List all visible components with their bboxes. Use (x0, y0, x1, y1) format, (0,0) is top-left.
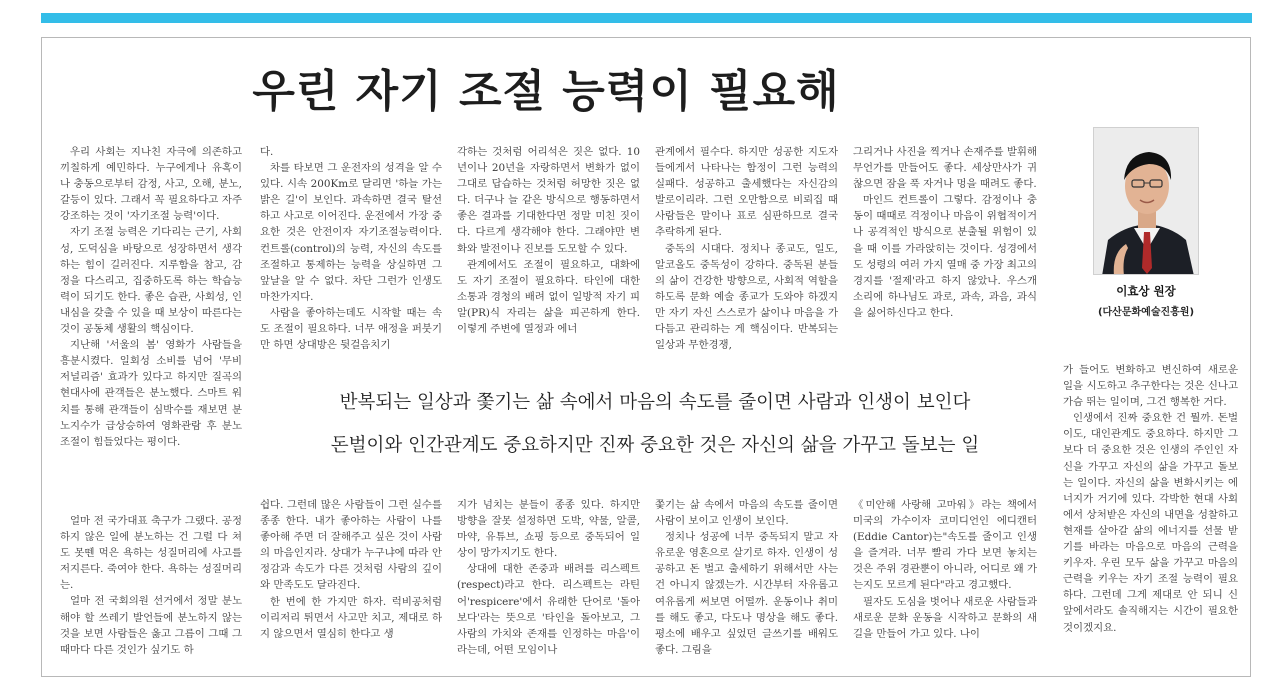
paragraph: 가 들어도 변화하고 변신하여 새로운 일을 시도하고 추구한다는 것은 신나고 가슴 뛰는 일이며, 그건 행복한 거다. (1063, 364, 1238, 409)
paragraph: 상대에 대한 존중과 배려를 리스펙트(respect)라고 한다. 리스펙트는 라틴어'respicere'에서 유래한 단어로 '돌아보다'라는 뜻으로 '타인을 돌아보고, 그 사람의 가치와 존재를 인정하는 마음'이라는데, 어떤 모임이나 (457, 563, 640, 656)
paragraph: 얼마 전 국가대표 축구가 그랬다. 공정하지 않은 일에 분노하는 건 그럴 다 쳐도 못뗀 먹은 욕하는 성질머리에 사고를 저지른다. 죽여야 한다. 욕하는 성질머리는. (60, 515, 242, 592)
top-accent-bar (41, 13, 1252, 23)
author-organization: (다산문화예술진흥원) (1097, 307, 1195, 318)
column-5-bottom (853, 497, 1037, 642)
paragraph: 쫓기는 삶 속에서 마음의 속도를 줄이면 사람이 보이고 인생이 보인다. (655, 499, 838, 528)
paragraph: 정치나 성공에 너무 중독되지 말고 자유로운 영혼으로 살기로 하자. 인생이 성공하고 돈 벌고 출세하기 위해서만 사는 건 아니지 않겠는가. 시간부터 자유롭고 여유롭게 써보면 어떨까. 운동이나 취미를 해도 좋고, 다도나 명상을 해도 좋다. 평소에 배우고 싶었던 글쓰기를 배워도 좋다. 그림을 (655, 531, 838, 656)
column-4-top (655, 144, 838, 353)
column-6 (1063, 362, 1238, 636)
pull-quote-1: 반복되는 일상과 쫓기는 삶 속에서 마음의 속도를 줄이면 사람과 인생이 보인다 (339, 392, 971, 413)
paragraph: 필자도 도심을 벗어나 새로운 사람들과 새로운 문화 운동을 시작하고 문화의 새 길을 만들어 가고 있다. 나이 (853, 595, 1037, 640)
column-5-top (853, 144, 1037, 321)
paragraph: 한 번에 한 가지만 하자. 럭비공처럼 이리저리 튀면서 사고만 치고, 제대로 하지 않으면서 열심히 한다고 생 (260, 595, 442, 640)
column-1-top (60, 144, 242, 450)
author-photo (1093, 127, 1199, 275)
paragraph: 관계에서 필수다. 하지만 성공한 지도자들에게서 나타나는 함정이 그런 능력의 실패다. 성공하고 출세했다는 자신감의 발로이리라. 그런 오만함으로 비뢰집 때 사람들은 말이나 표로 심판하므로 결국 추락하게 된다. (655, 146, 838, 239)
paragraph: 그리거나 사진을 찍거나 손재주를 발휘해 무언가를 만들어도 좋다. 세상만사가 귀찮으면 잠을 푹 자거나 멍을 때려도 좋다. (853, 146, 1037, 191)
article-headline: 우린 자기 조절 능력이 필요해 (252, 66, 840, 117)
column-2-top (260, 144, 442, 353)
paragraph: 사람을 좋아하는데도 시작할 때는 속도 조절이 필요하다. 너무 애정을 퍼붓기만 하면 상대방은 뒷걸음치기 (260, 306, 442, 352)
author-name: 이효상 원장 (1116, 284, 1176, 298)
paragraph: 다. (260, 146, 274, 158)
paragraph: 자기 조절 능력은 기다리는 근기, 사회성, 도덕심을 바탕으로 성장하면서 생각하는 힘이 길러진다. 지루함을 참고, 감정을 다스리고, 집중하도록 하는 학습능력이 되기도 한다. 좋은 습관, 사회성, 인내심을 갖출 수 있을 때 보상이 따른다는 것이 공동체 생활의 핵심이다. (60, 226, 242, 336)
paragraph: 각하는 것처럼 어리석은 짓은 없다. 10년이나 20년을 자랑하면서 변화가 없이 그대로 답습하는 것처럼 허망한 짓은 없다. 더구나 늘 같은 방식으로 행동하면서 좋은 결과를 기대한다면 정말 미친 짓이다. 다르게 생각해야 한다. 그래야만 변화와 발전이나 진보를 도모할 수 있다. (457, 146, 640, 255)
paragraph: 중독의 시대다. 정치나 종교도, 일도, 알코올도 중독성이 강하다. 중독된 분들의 삶이 건강한 방향으로, 사회적 역할을 하도록 문화 예술 종교가 도와야 하겠지만 자기 자신 스스로가 삶이나 마음을 가다듬고 관리하는 게 핵심이다. 반복되는 일상과 무한경쟁, (655, 242, 838, 352)
author-portrait-icon (1094, 128, 1199, 275)
column-1-bottom (60, 513, 242, 658)
column-4-bottom (655, 497, 838, 658)
pull-quote-2: 돈벌이와 인간관계도 중요하지만 진짜 중요한 것은 자신의 삶을 가꾸고 돌보는 일 (330, 435, 980, 456)
paragraph: 차를 타보면 그 운전자의 성격을 알 수 있다. 시속 200Km로 달리면 '하늘 가는 밝은 길'이 보인다. 과속하면 결국 탈선하고 사고로 이어진다. 운전에서 가장 중요한 것은 안전이자 자기조절능력이다. 컨트롤(control)의 능력, 자신의 속도를 조절하고 통제하는 능력을 상실하면 그 앞날을 알 수 없다. 차단 그런가 인생도 마찬가지다. (260, 162, 442, 303)
column-3-bottom (457, 497, 640, 658)
paragraph: 얼마 전 국회의원 선거에서 정말 분노해야 할 쓰레기 발언들에 분노하지 않는 것을 보면 사람들은 옳고 그름이 그때 그때마다 다른 것인가 싶기도 하 (60, 595, 242, 656)
paragraph: 《미안해 사랑해 고마워》라는 책에서 미국의 가수이자 코미디언인 에디캔터(Eddie Cantor)는"속도를 줄이고 인생을 즐겨라. 너무 빨리 가다 보면 놓치는 것은 주위 경관뿐이 아니라, 어디로 왜 가는지도 모르게 된다"라고 경고했다. (853, 499, 1037, 592)
paragraph: 쉽다. 그런데 많은 사람들이 그런 실수를 종종 한다. 내가 좋아하는 사람이 나를 좋아해 주면 더 잘해주고 싶은 것이 사람의 마음인지라. 상대가 누구냐에 따라 안정감과 속도가 다른 것처럼 사람의 깊이와 만족도도 달라진다. (260, 499, 442, 592)
paragraph: 우리 사회는 지나친 자극에 의존하고 끼칠하게 예민하다. 누구에게나 유혹이나 충동으로부터 감정, 사고, 오해, 분노, 갈등이 있다. 그래서 꼭 필요하다고 자주 강조하는 것이 '자기조절 능력'이다. (60, 146, 242, 223)
paragraph: 지가 넘치는 분들이 종종 있다. 하지만 방향을 잘못 설정하면 도박, 약물, 알콜, 마약, 유튜브, 쇼핑 등으로 중독되어 일상이 망가지기도 한다. (457, 499, 640, 560)
column-3-top (457, 144, 640, 337)
paragraph: 인생에서 진짜 중요한 건 뭘까. 돈벌이도, 대인관계도 중요하다. 하지만 그보다 더 중요한 것은 인생의 주인인 자신을 가꾸고 자신의 삶을 가꾸고 돌보는 일이다. 자신의 삶을 변화시키는 에너지가 거기에 있다. 각박한 현대 사회에서 상처받은 자신의 내면을 성찰하고 현재를 살아갈 삶의 에너지를 선물 받기를 바라는 마음으로 마음의 근력을 키우자. 우린 모두 삶을 가꾸고 마음의 근력을 키우는 자기 조절 능력이 필요하다. 그런데 그게 제대로 안 되니 신 앞에서라도 솔직해지는 시간이 필요한 것이겠지요. (1063, 412, 1238, 634)
paragraph: 관계에서도 조절이 필요하고, 대화에도 자기 조절이 필요하다. 타인에 대한 소통과 경청의 배려 없이 일방적 자기 피알(PR)식 자리는 삶을 피곤하게 한다. 이렇게 주변에 열정과 에너 (457, 258, 640, 336)
column-2-bottom (260, 497, 442, 642)
paragraph: 마인드 컨트롤이 그렇다. 감정이나 충동이 때때로 걱정이나 마음이 위협적이거나 공격적인 방식으로 분출될 위험이 있을 때 이를 가라앉히는 것이다. 성경에서도 성령의 여러 가지 열매 중 가장 최고의 경지를 '절제'라고 하지 않았나. 우스개 소리에 하나님도 과로, 과속, 과음, 과식을 싫어하신다고 한다. (853, 194, 1037, 319)
paragraph: 지난해 '서울의 봄' 영화가 사람들을 흥분시켰다. 일회성 소비를 넘어 '무비 저널리즘' 효과가 있다고 하지만 질곡의 현대사에 관객들은 분노했다. 스마트 워치를 통해 관객들이 심박수를 재보면 분노지수가 급상승하여 영화관람 후 분노 조절이 힘들었다는 평이다. (60, 339, 242, 448)
